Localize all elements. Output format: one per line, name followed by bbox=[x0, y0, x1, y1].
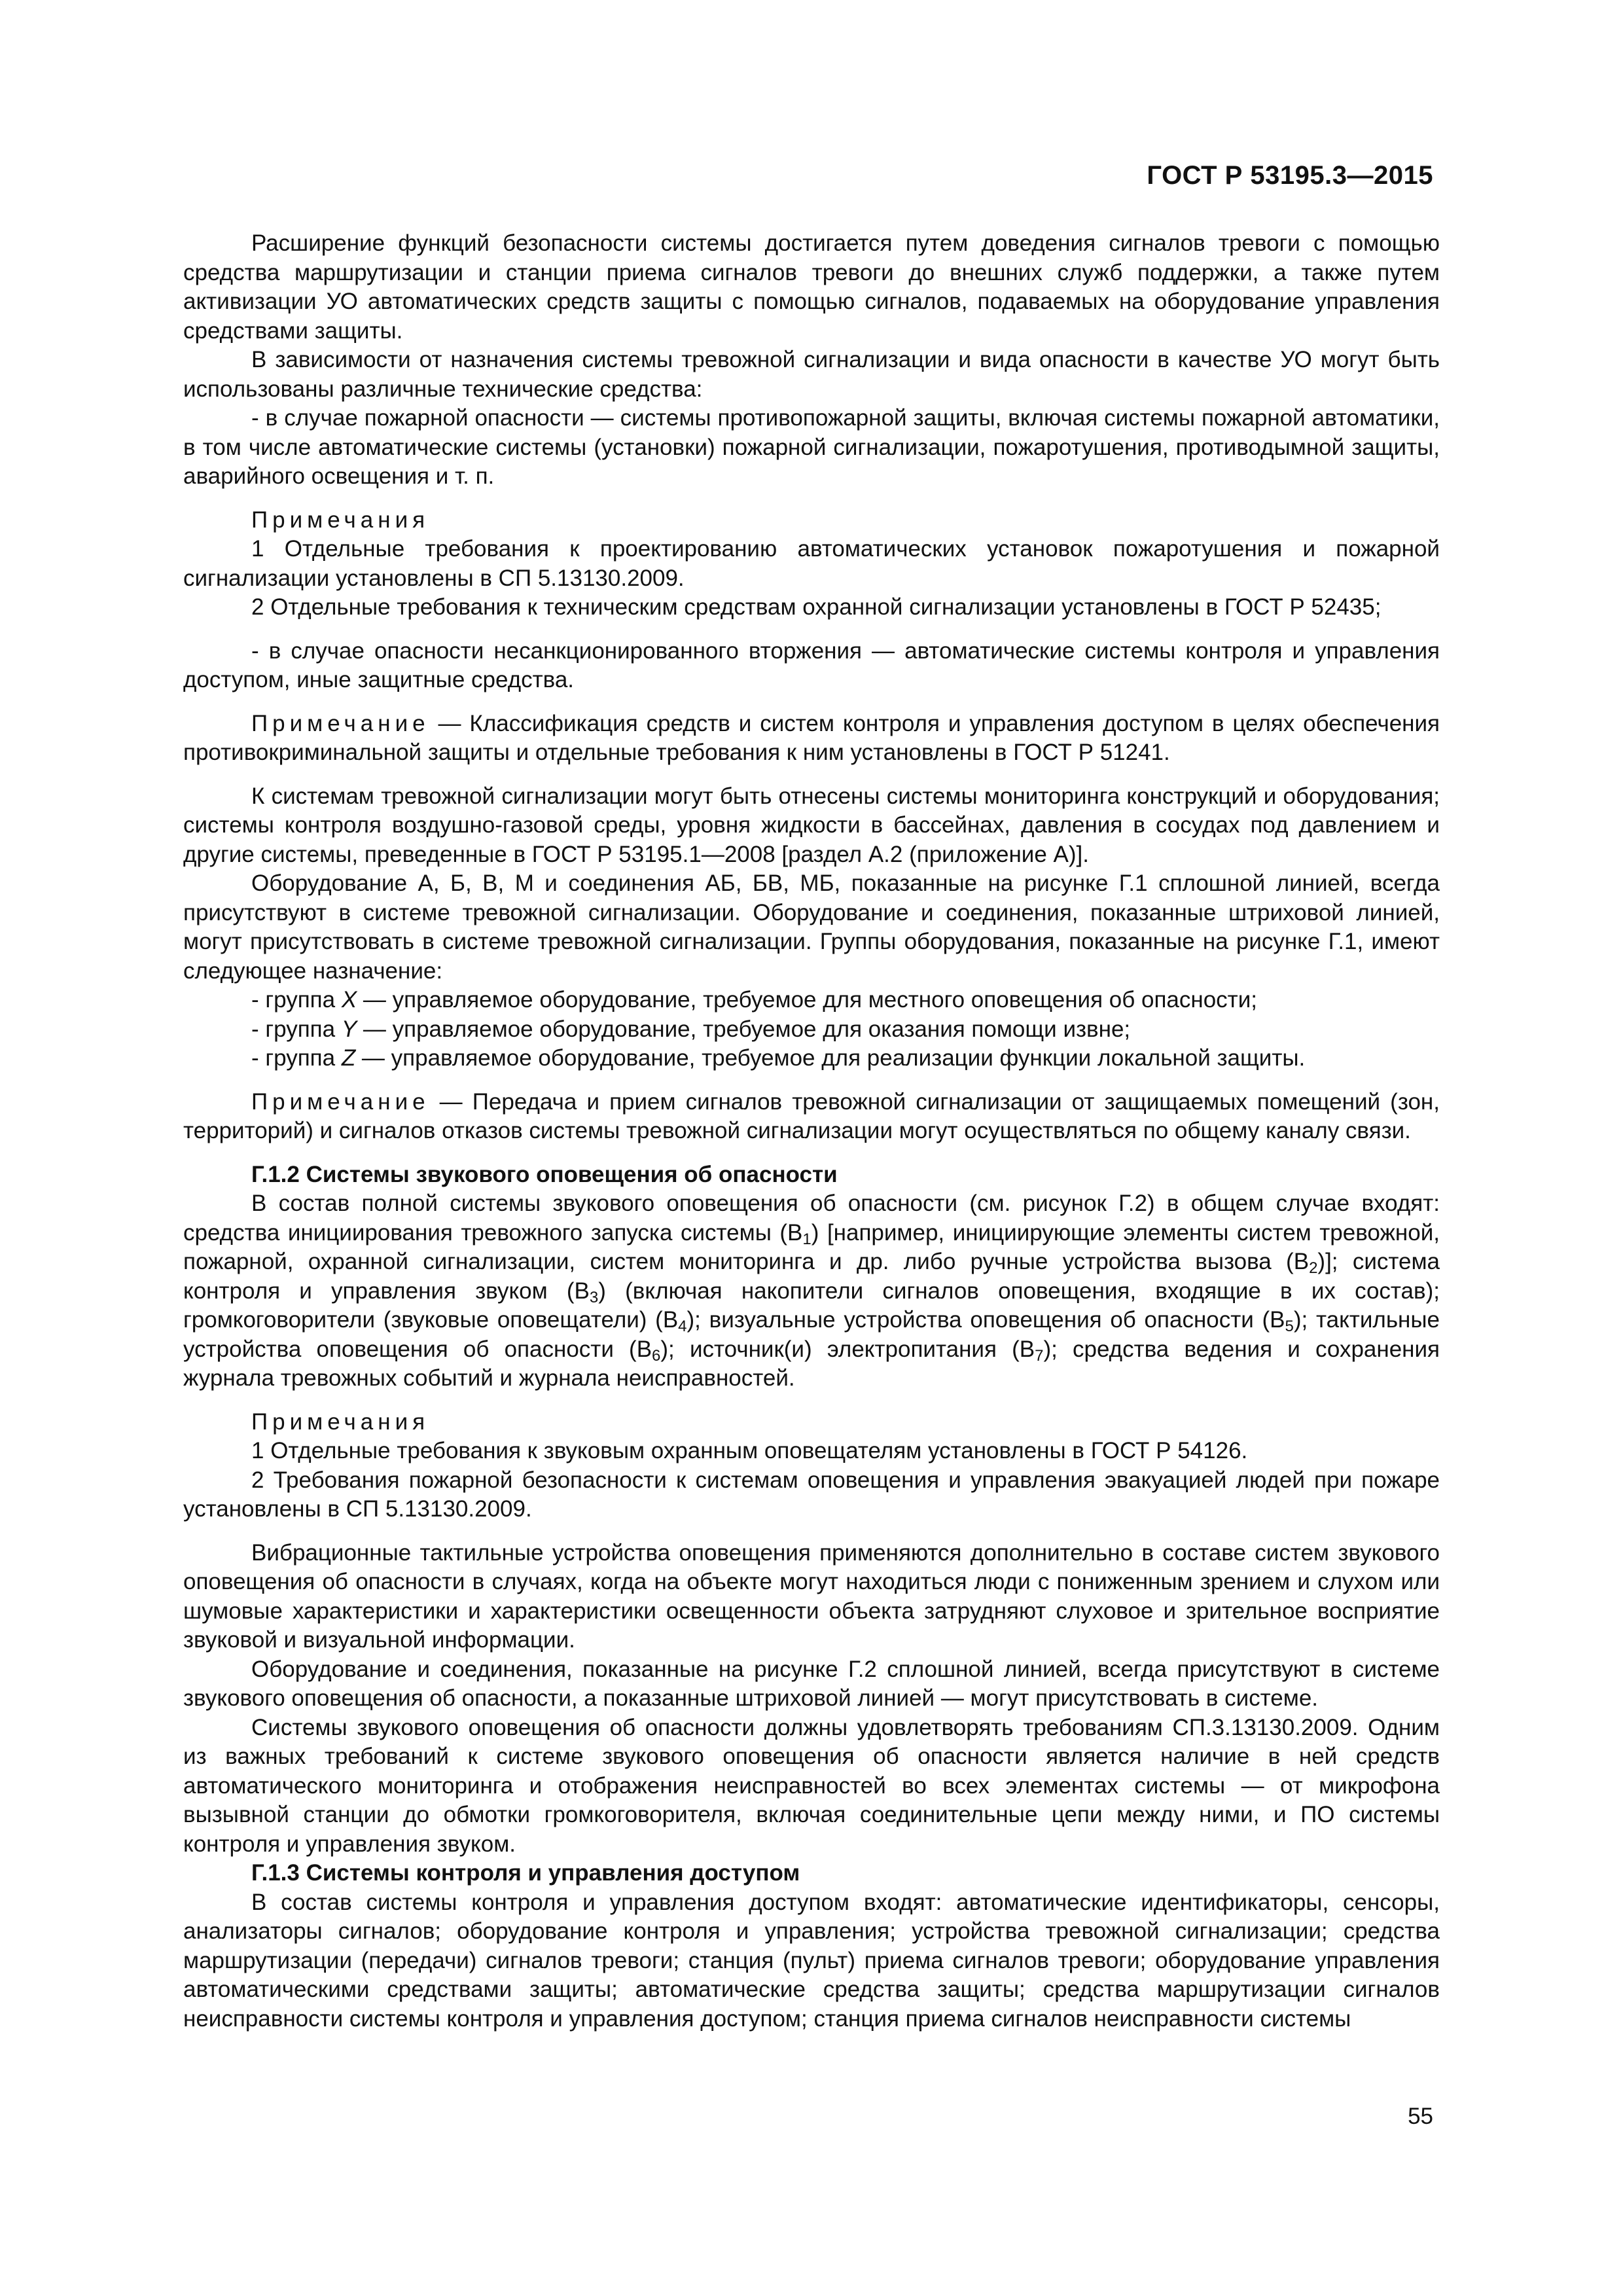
paragraph bbox=[183, 1189, 1440, 1393]
subscript: 3 bbox=[589, 1288, 599, 1306]
text-run: ); визуальные устройства оповещения об опасности (В bbox=[687, 1307, 1285, 1333]
list-text: - группа bbox=[251, 1045, 342, 1071]
list-text: - группа bbox=[251, 987, 342, 1013]
subscript: 2 bbox=[1309, 1259, 1318, 1277]
section-heading: Г.1.2 Системы звукового оповещения об опасности bbox=[251, 1161, 838, 1187]
note-label: Примечания bbox=[251, 507, 430, 533]
note-text: — Классификация средств и систем контроля и управления доступом в целях обеспечения противокриминальной защиты и отдельные требования к ним установлены в ГОСТ Р 51241. bbox=[183, 710, 1440, 765]
subscript: 1 bbox=[802, 1230, 812, 1248]
note-item: 1 Отдельные требования к звуковым охранным оповещателям установлены в ГОСТ Р 54126. bbox=[251, 1438, 1248, 1463]
list-item: - в случае пожарной опасности — системы противопожарной защиты, включая системы пожарной автоматики, в том числе автоматические системы (установки) пожарной сигнализации, пожаротушения, противодымной защиты, аварийного освещения и т. п. bbox=[183, 405, 1440, 489]
subscript: 5 bbox=[1285, 1318, 1294, 1335]
list-text: — управляемое оборудование, требуемое для местного оповещения об опасности; bbox=[357, 987, 1257, 1013]
text-run: )]; система контроля и управления звуком (В bbox=[183, 1249, 1440, 1304]
group-variable: X bbox=[341, 987, 357, 1013]
text-run: ); тактильные устройства оповещения об опасности (В bbox=[183, 1307, 1440, 1362]
subscript: 7 bbox=[1035, 1346, 1044, 1365]
paragraph: Системы звукового оповещения об опасности должны удовлетворять требованиям СП.3.13130.2009. Одним из важных требований к системе звукового оповещения об опасности является наличие в ней средств автоматического мониторинга и отображения неисправностей во всех элементах системы — от микрофона вызывной станции до обмотки громкоговорителя, включая соединительные цепи между ними, и ПО системы контроля и управления звуком. bbox=[183, 1714, 1440, 1857]
document-number-header: ГОСТ Р 53195.3—2015 bbox=[1147, 161, 1433, 190]
text-run: В состав полной системы звукового оповещения об опасности (см. рисунок Г.2) в общем случае входят: средства инициирования тревожного запуска системы (В bbox=[183, 1191, 1440, 1246]
list-text: — управляемое оборудование, требуемое для реализации функции локальной защиты. bbox=[355, 1045, 1306, 1071]
section-heading: Г.1.3 Системы контроля и управления доступом bbox=[251, 1860, 800, 1886]
text-run: ) (включая накопители сигналов оповещения, входящие в их состав); громкоговорители (звуковые оповещатели) (В bbox=[183, 1278, 1440, 1333]
note-label: Примечания bbox=[251, 1408, 430, 1435]
text-run: ); средства ведения и сохранения журнала тревожных событий и журнала неисправностей. bbox=[183, 1336, 1440, 1391]
page-body bbox=[183, 229, 1440, 2034]
page-number: 55 bbox=[1408, 2104, 1433, 2129]
note bbox=[183, 1088, 1440, 1146]
paragraph: В состав системы контроля и управления доступом входят: автоматические идентификаторы, сенсоры, анализаторы сигналов; оборудование контроля и управления; устройства тревожной сигнализации; средства маршрутизации (передачи) сигналов тревоги; станция (пульт) приема сигналов тревоги; оборудование управления автоматическими средствами защиты; автоматические средства защиты; средства маршрутизации сигналов неисправности системы контроля и управления доступом; станция приема сигналов неисправности системы bbox=[183, 1889, 1440, 2032]
list-text: - группа bbox=[251, 1016, 342, 1042]
subscript: 6 bbox=[652, 1346, 661, 1365]
list-text: — управляемое оборудование, требуемое для оказания помощи извне; bbox=[357, 1016, 1131, 1042]
note-label: Примечание bbox=[251, 710, 430, 736]
paragraph: Расширение функций безопасности системы достигается путем доведения сигналов тревоги с помощью средства маршрутизации и станции приема сигналов тревоги до внешних служб поддержки, а также путем активизации УО автоматических средств защиты с помощью сигналов, подаваемых на оборудование управления средствами защиты. bbox=[183, 230, 1440, 344]
text-run: ); источник(и) электропитания (В bbox=[660, 1336, 1035, 1362]
note-text: — Передача и прием сигналов тревожной сигнализации от защищаемых помещений (зон, территорий) и сигналов отказов системы тревожной сигнализации могут осуществляться по общему каналу связи. bbox=[183, 1088, 1440, 1143]
note-item: 2 Требования пожарной безопасности к системам оповещения и управления эвакуацией людей при пожаре установлены в СП 5.13130.2009. bbox=[183, 1467, 1440, 1522]
group-variable: Y bbox=[341, 1016, 357, 1042]
note-item: 2 Отдельные требования к техническим средствам охранной сигнализации установлены в ГОСТ Р 52435; bbox=[251, 594, 1382, 620]
paragraph: Оборудование А, Б, В, М и соединения АБ, БВ, МБ, показанные на рисунке Г.1 сплошной линией, всегда присутствуют в системе тревожной сигнализации. Оборудование и соединения, показанные штриховой линией, могут присутствовать в системе тревожной сигнализации. Группы оборудования, показанные на рисунке Г.1, имеют следующее назначение: bbox=[183, 870, 1440, 984]
text-run: ) [например, инициирующие элементы систем тревожной, пожарной, охранной сигнализации, систем мониторинга и др. либо ручные устройства вызова (В bbox=[183, 1219, 1440, 1274]
group-variable: Z bbox=[341, 1045, 356, 1071]
list-item bbox=[183, 1015, 1440, 1045]
note bbox=[183, 709, 1440, 768]
subscript: 4 bbox=[678, 1318, 687, 1335]
note-label: Примечание bbox=[251, 1088, 430, 1115]
paragraph: Оборудование и соединения, показанные на рисунке Г.2 сплошной линией, всегда присутствуют в системе звукового оповещения об опасности, а показанные штриховой линией — могут присутствовать в системе. bbox=[183, 1656, 1440, 1711]
list-item: - в случае опасности несанкционированного вторжения — автоматические системы контроля и управления доступом, иные защитные средства. bbox=[183, 637, 1440, 692]
list-item bbox=[183, 1044, 1440, 1073]
paragraph: К системам тревожной сигнализации могут быть отнесены системы мониторинга конструкций и оборудования; системы контроля воздушно-газовой среды, уровня жидкости в бассейнах, давления в сосудах под давлением и другие системы, преведенные в ГОСТ Р 53195.1—2008 [раздел А.2 (приложение А)]. bbox=[183, 783, 1440, 867]
list-item bbox=[183, 986, 1440, 1015]
paragraph: Вибрационные тактильные устройства оповещения применяются дополнительно в составе систем звукового оповещения об опасности в случаях, когда на объекте могут находиться люди с пониженным зрением и слухом или шумовые характеристики и характеристики освещенности объекта затрудняют слуховое и зрительное восприятие звуковой и визуальной информации. bbox=[183, 1539, 1440, 1653]
paragraph: В зависимости от назначения системы тревожной сигнализации и вида опасности в качестве УО могут быть использованы различные технические средства: bbox=[183, 347, 1440, 402]
note-item: 1 Отдельные требования к проектированию автоматических установок пожаротушения и пожарной сигнализации установлены в СП 5.13130.2009. bbox=[183, 536, 1440, 591]
